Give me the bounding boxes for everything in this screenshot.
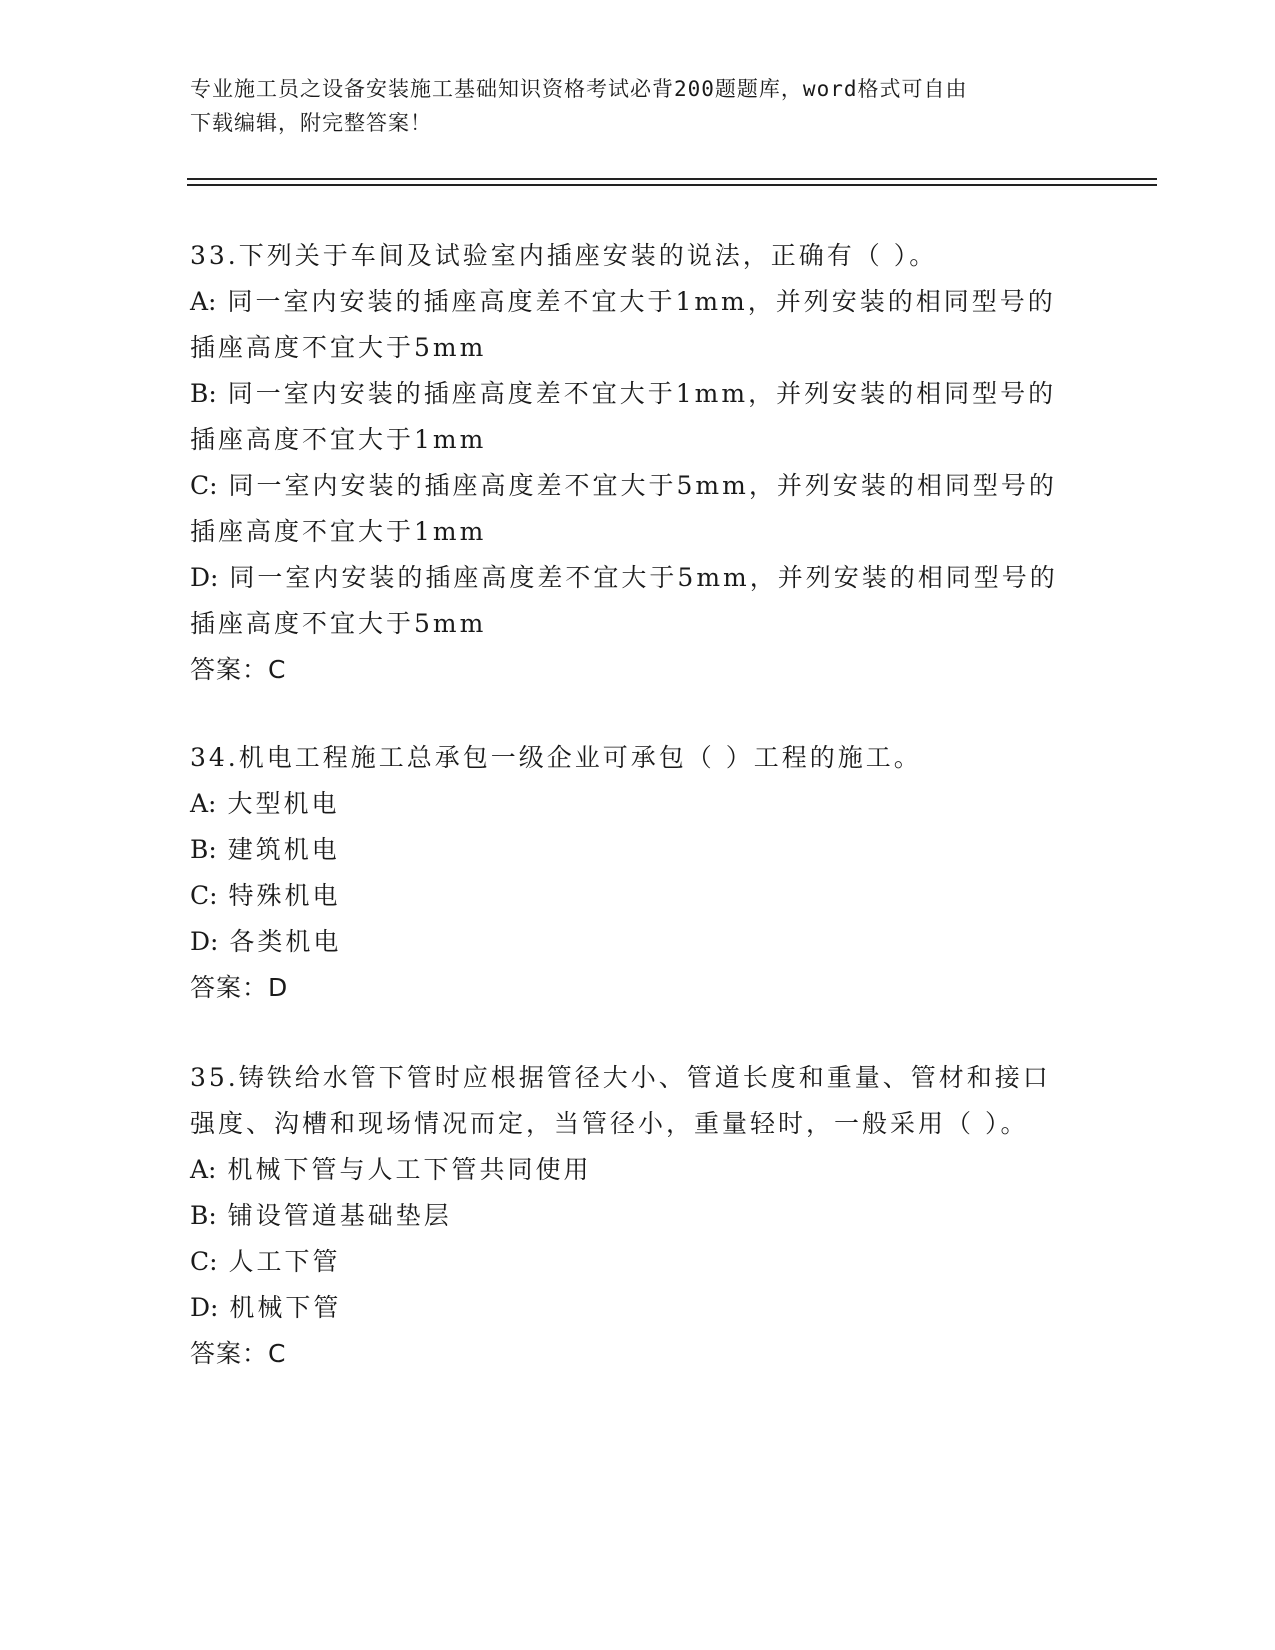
option-c [190, 463, 1090, 509]
option-c-continued: 插座高度不宜大于1mm [190, 517, 487, 546]
option-letter: B: [190, 1201, 217, 1230]
document-header [190, 72, 1090, 140]
header-line-2: 下载编辑，附完整答案！ [190, 111, 432, 135]
question-35 [190, 1055, 1090, 1377]
answer: 答案：C [190, 1339, 287, 1368]
option-text: 同一室内安装的插座高度差不宜大于1mm，并列安装的相同型号的 [227, 287, 1056, 316]
option-text: 大型机电 [227, 789, 340, 818]
option-text: 铺设管道基础垫层 [227, 1201, 452, 1230]
option-letter: C: [190, 1247, 218, 1276]
option-d-continued: 插座高度不宜大于5mm [190, 609, 487, 638]
option-text: 人工下管 [228, 1247, 341, 1276]
option-d [190, 1285, 1090, 1331]
option-letter: A: [190, 287, 217, 316]
option-text: 特殊机电 [228, 881, 341, 910]
option-letter: B: [190, 379, 217, 408]
option-b [190, 1193, 1090, 1239]
option-a [190, 1147, 1090, 1193]
option-text: 建筑机电 [227, 835, 340, 864]
option-a [190, 781, 1090, 827]
question-stem-continued: 强度、沟槽和现场情况而定，当管径小，重量轻时，一般采用（ ）。 [190, 1109, 1029, 1138]
option-letter: B: [190, 835, 217, 864]
option-text: 同一室内安装的插座高度差不宜大于5mm，并列安装的相同型号的 [228, 471, 1057, 500]
option-letter: C: [190, 881, 218, 910]
option-b [190, 371, 1090, 417]
question-34 [190, 735, 1090, 1011]
option-text: 各类机电 [229, 927, 342, 956]
header-line-1: 专业施工员之设备安装施工基础知识资格考试必背200题题库，word格式可自由 [190, 77, 968, 101]
option-text: 同一室内安装的插座高度差不宜大于5mm，并列安装的相同型号的 [229, 563, 1058, 592]
option-text: 机械下管与人工下管共同使用 [227, 1155, 592, 1184]
option-text: 同一室内安装的插座高度差不宜大于1mm，并列安装的相同型号的 [227, 379, 1057, 408]
question-33 [190, 233, 1090, 693]
option-letter: A: [190, 1155, 217, 1184]
option-c [190, 1239, 1090, 1285]
option-b-continued: 插座高度不宜大于1mm [190, 425, 487, 454]
option-text: 机械下管 [229, 1293, 342, 1322]
option-c [190, 873, 1090, 919]
option-letter: D: [190, 563, 219, 592]
header-divider-top [187, 178, 1157, 180]
option-letter: D: [190, 1293, 219, 1322]
option-letter: A: [190, 789, 217, 818]
option-b [190, 827, 1090, 873]
option-letter: D: [190, 927, 219, 956]
answer: 答案：C [190, 655, 287, 684]
question-stem: 33.下列关于车间及试验室内插座安装的说法，正确有（ ）。 [190, 241, 938, 270]
question-stem: 35.铸铁给水管下管时应根据管径大小、管道长度和重量、管材和接口 [190, 1063, 1051, 1092]
option-a-continued: 插座高度不宜大于5mm [190, 333, 487, 362]
option-d [190, 555, 1090, 601]
answer: 答案：D [190, 973, 289, 1002]
option-a [190, 279, 1090, 325]
question-stem: 34.机电工程施工总承包一级企业可承包（ ）工程的施工。 [190, 743, 922, 772]
option-letter: C: [190, 471, 218, 500]
header-divider-bottom [187, 184, 1157, 186]
option-d [190, 919, 1090, 965]
